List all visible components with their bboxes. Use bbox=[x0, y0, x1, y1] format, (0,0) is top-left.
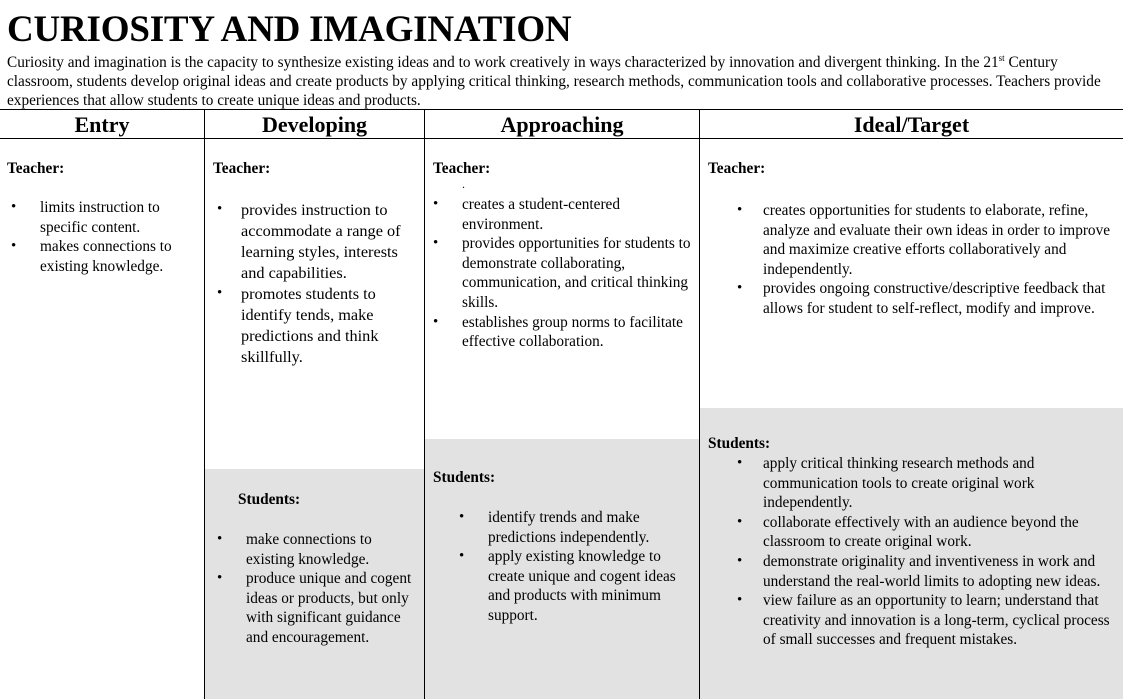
column-heading-ideal-target: Ideal/Target bbox=[853, 112, 970, 137]
column-heading-developing: Developing bbox=[261, 112, 368, 137]
list-item: • view failure as an opportunity to learn; understand that creativity and innovation is a long-term, cyclical process of small successes and frequent mistakes. bbox=[733, 591, 1118, 650]
ideal-students-list bbox=[733, 454, 1118, 650]
column-divider-3 bbox=[699, 109, 700, 699]
page-title: CURIOSITY AND IMAGINATION bbox=[7, 9, 572, 50]
approaching-teacher-label: Teacher: bbox=[433, 160, 491, 177]
approaching-students-label: Students: bbox=[433, 469, 496, 486]
intro-text-part-2: Century classroom, students develop original ideas and create products by applying critical thinking, research methods, communication tools and collaborative processes. Teachers provide experiences that allow students to create unique ideas and products. bbox=[7, 54, 1101, 109]
table-top-rule bbox=[0, 109, 1123, 110]
list-item: • collaborate effectively with an audience beyond the classroom to create original work. bbox=[733, 513, 1118, 552]
approaching-students-list bbox=[455, 508, 693, 626]
column-heading-entry: Entry bbox=[74, 112, 130, 137]
developing-teacher-list bbox=[213, 199, 418, 367]
list-item: • promotes students to identify tends, make predictions and think skillfully. bbox=[213, 283, 418, 367]
list-item: • provides instruction to accommodate a range of learning styles, interests and capabilities. bbox=[213, 199, 418, 283]
column-heading-approaching: Approaching bbox=[500, 112, 624, 137]
list-item: • make connections to existing knowledge. bbox=[213, 530, 421, 569]
entry-teacher-label: Teacher: bbox=[7, 160, 65, 177]
column-divider-1 bbox=[204, 109, 205, 699]
intro-text-part-1: Curiosity and imagination is the capacity to synthesize existing ideas and to work creatively in ways characterized by innovation and divergent thinking. In the 21 bbox=[7, 54, 999, 71]
list-item: • apply existing knowledge to create unique and cogent ideas and products with minimum support. bbox=[455, 547, 693, 625]
list-item: • limits instruction to specific content. bbox=[7, 198, 197, 237]
approaching-teacher-list bbox=[429, 195, 694, 352]
intro-paragraph bbox=[7, 53, 1117, 110]
list-item: • produce unique and cogent ideas or products, but only with significant guidance and encouragement. bbox=[213, 569, 421, 647]
developing-teacher-label: Teacher: bbox=[213, 160, 271, 177]
list-item: • establishes group norms to facilitate effective collaboration. bbox=[429, 313, 694, 352]
developing-students-label: Students: bbox=[238, 491, 301, 508]
stray-mark: . bbox=[462, 177, 465, 191]
list-item: • creates opportunities for students to elaborate, refine, analyze and evaluate their own ideas in order to improve and maximize creative efforts collaboratively and independently. bbox=[733, 201, 1118, 279]
column-divider-2 bbox=[424, 109, 425, 699]
list-item: • apply critical thinking research methods and communication tools to create original work independently. bbox=[733, 454, 1118, 513]
entry-teacher-list bbox=[7, 198, 197, 276]
list-item: • provides ongoing constructive/descriptive feedback that allows for student to self-reflect, modify and improve. bbox=[733, 279, 1118, 318]
list-item: • provides opportunities for students to demonstrate collaborating, communication, and critical thinking skills. bbox=[429, 234, 694, 312]
list-item: • makes connections to existing knowledge. bbox=[7, 237, 197, 276]
intro-superscript: st bbox=[998, 53, 1005, 63]
list-item: • creates a student-centered environment. bbox=[429, 195, 694, 234]
developing-students-list bbox=[213, 530, 421, 648]
list-item: • identify trends and make predictions independently. bbox=[455, 508, 693, 547]
ideal-teacher-list bbox=[733, 201, 1118, 319]
ideal-teacher-label: Teacher: bbox=[708, 160, 766, 177]
table-header-rule bbox=[0, 138, 1123, 139]
ideal-students-label: Students: bbox=[708, 435, 771, 452]
list-item: • demonstrate originality and inventiveness in work and understand the real-world limits to adopting new ideas. bbox=[733, 552, 1118, 591]
